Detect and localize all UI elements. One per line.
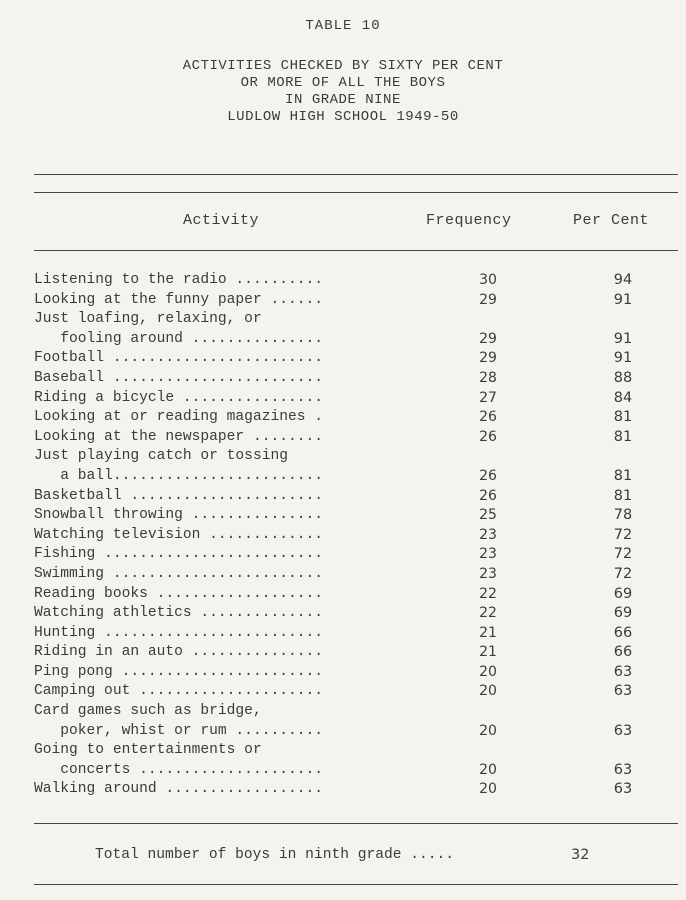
frequency-value: 29 [479, 350, 497, 367]
activity-label: concerts ..................... [34, 761, 324, 778]
table-row [34, 408, 684, 428]
frequency-value: 26 [479, 487, 497, 504]
frequency-value: 30 [479, 272, 497, 288]
activity-label: Riding a bicycle ................ [34, 389, 324, 406]
table-row [34, 780, 684, 800]
activity-label: Just playing catch or tossing [34, 448, 288, 465]
frequency-value: 23 [479, 526, 497, 543]
activity-label: Basketball ...................... [34, 487, 324, 504]
percent-value: 91 [613, 330, 633, 347]
frequency-value: 23 [479, 546, 497, 563]
frequency-value: 20 [479, 683, 497, 700]
header-activity: Activity [183, 212, 260, 229]
title-line: IN GRADE NINE [285, 92, 401, 108]
activity-label: a ball........................ [34, 467, 324, 484]
percent-value: 72 [613, 546, 633, 563]
table-row [34, 526, 684, 546]
percent-value: 78 [613, 507, 633, 524]
frequency-value: 21 [479, 624, 497, 641]
percent-value: 81 [613, 487, 633, 504]
activity-label: Hunting ......................... [34, 624, 324, 641]
table-row [34, 663, 684, 683]
activity-label: Riding in an auto ............... [34, 644, 324, 661]
percent-value: 63 [613, 781, 633, 798]
total-label: Total number of boys in ninth grade ..... [95, 847, 455, 863]
frequency-value: 20 [479, 722, 497, 739]
activity-label: Snowball throwing ............... [34, 507, 324, 524]
activity-label: Card games such as bridge, [34, 703, 262, 720]
activity-label: Football ........................ [34, 350, 324, 367]
table-row [34, 428, 684, 448]
percent-value: 66 [613, 644, 633, 661]
frequency-value: 21 [479, 644, 497, 661]
percent-value: 72 [613, 526, 633, 543]
table-row [34, 643, 684, 663]
percent-value: 63 [613, 761, 633, 778]
percent-value: 91 [613, 291, 633, 308]
activity-label: Baseball ........................ [34, 369, 324, 386]
total-value: 32 [571, 847, 590, 863]
activity-label: poker, whist or rum .......... [34, 722, 324, 739]
table-row [34, 389, 684, 409]
table-row [34, 702, 684, 722]
percent-value: 88 [613, 369, 633, 386]
table-row [34, 624, 684, 644]
percent-value: 69 [613, 605, 633, 622]
bottom-rule-1 [34, 823, 678, 824]
activity-label: Camping out ..................... [34, 683, 324, 700]
percent-value: 81 [613, 428, 633, 445]
table-row [34, 604, 684, 624]
frequency-value: 29 [479, 291, 497, 308]
frequency-value: 26 [479, 467, 497, 484]
activity-label: Looking at the funny paper ...... [34, 291, 324, 308]
table-row [34, 467, 684, 487]
activity-label: Watching athletics .............. [34, 605, 324, 622]
percent-value: 81 [613, 409, 633, 426]
top-rule-2 [34, 192, 678, 193]
frequency-value: 26 [479, 428, 497, 445]
frequency-value: 22 [479, 605, 497, 622]
table-title [0, 58, 686, 126]
percent-value: 81 [613, 467, 633, 484]
activity-label: Looking at the newspaper ........ [34, 428, 324, 445]
header-percent: Per Cent [573, 212, 650, 229]
frequency-value: 20 [479, 663, 497, 680]
table-row [34, 349, 684, 369]
frequency-value: 26 [479, 409, 497, 426]
frequency-value: 28 [479, 369, 497, 386]
activity-label: Reading books ................... [34, 585, 324, 602]
percent-value: 69 [613, 585, 633, 602]
percent-value: 94 [613, 272, 633, 288]
activity-label: Just loafing, relaxing, or [34, 311, 262, 328]
activity-label: Going to entertainments or [34, 742, 262, 759]
percent-value: 72 [613, 565, 633, 582]
percent-value: 91 [613, 350, 633, 367]
activity-label: Watching television ............. [34, 526, 324, 543]
activity-label: Fishing ......................... [34, 546, 324, 563]
table-row [34, 741, 684, 761]
table-row [34, 330, 684, 350]
activity-label: Looking at or reading magazines . [34, 409, 324, 426]
table-row [34, 310, 684, 330]
title-line: LUDLOW HIGH SCHOOL 1949-50 [227, 109, 459, 125]
bottom-rule-2 [34, 884, 678, 885]
header-frequency: Frequency [426, 212, 512, 229]
table-row [34, 545, 684, 565]
frequency-value: 29 [479, 330, 497, 347]
table-body [34, 271, 684, 800]
frequency-value: 23 [479, 565, 497, 582]
frequency-value: 27 [479, 389, 497, 406]
table-row [34, 369, 684, 389]
activity-label: Swimming ........................ [34, 565, 324, 582]
frequency-value: 20 [479, 761, 497, 778]
table-row [34, 565, 684, 585]
table-row [34, 506, 684, 526]
table-row [34, 722, 684, 742]
activity-label: fooling around ............... [34, 330, 324, 347]
activity-label: Ping pong ....................... [34, 663, 324, 680]
table-row [34, 487, 684, 507]
table-number: TABLE 10 [305, 18, 381, 34]
table-row [34, 682, 684, 702]
percent-value: 63 [613, 722, 633, 739]
table-row [34, 291, 684, 311]
title-line: OR MORE OF ALL THE BOYS [240, 75, 446, 91]
title-line: ACTIVITIES CHECKED BY SIXTY PER CENT [182, 58, 504, 74]
percent-value: 66 [613, 624, 633, 641]
table-row [34, 761, 684, 781]
table-row [34, 271, 684, 291]
activity-label: Walking around .................. [34, 781, 324, 798]
activity-label: Listening to the radio .......... [34, 272, 324, 288]
table-row [34, 447, 684, 467]
table-row [34, 585, 684, 605]
frequency-value: 25 [479, 507, 497, 524]
percent-value: 63 [613, 663, 633, 680]
frequency-value: 20 [479, 781, 497, 798]
percent-value: 84 [613, 389, 633, 406]
header-rule [34, 250, 678, 251]
frequency-value: 22 [479, 585, 497, 602]
percent-value: 63 [613, 683, 633, 700]
top-rule-1 [34, 174, 678, 175]
